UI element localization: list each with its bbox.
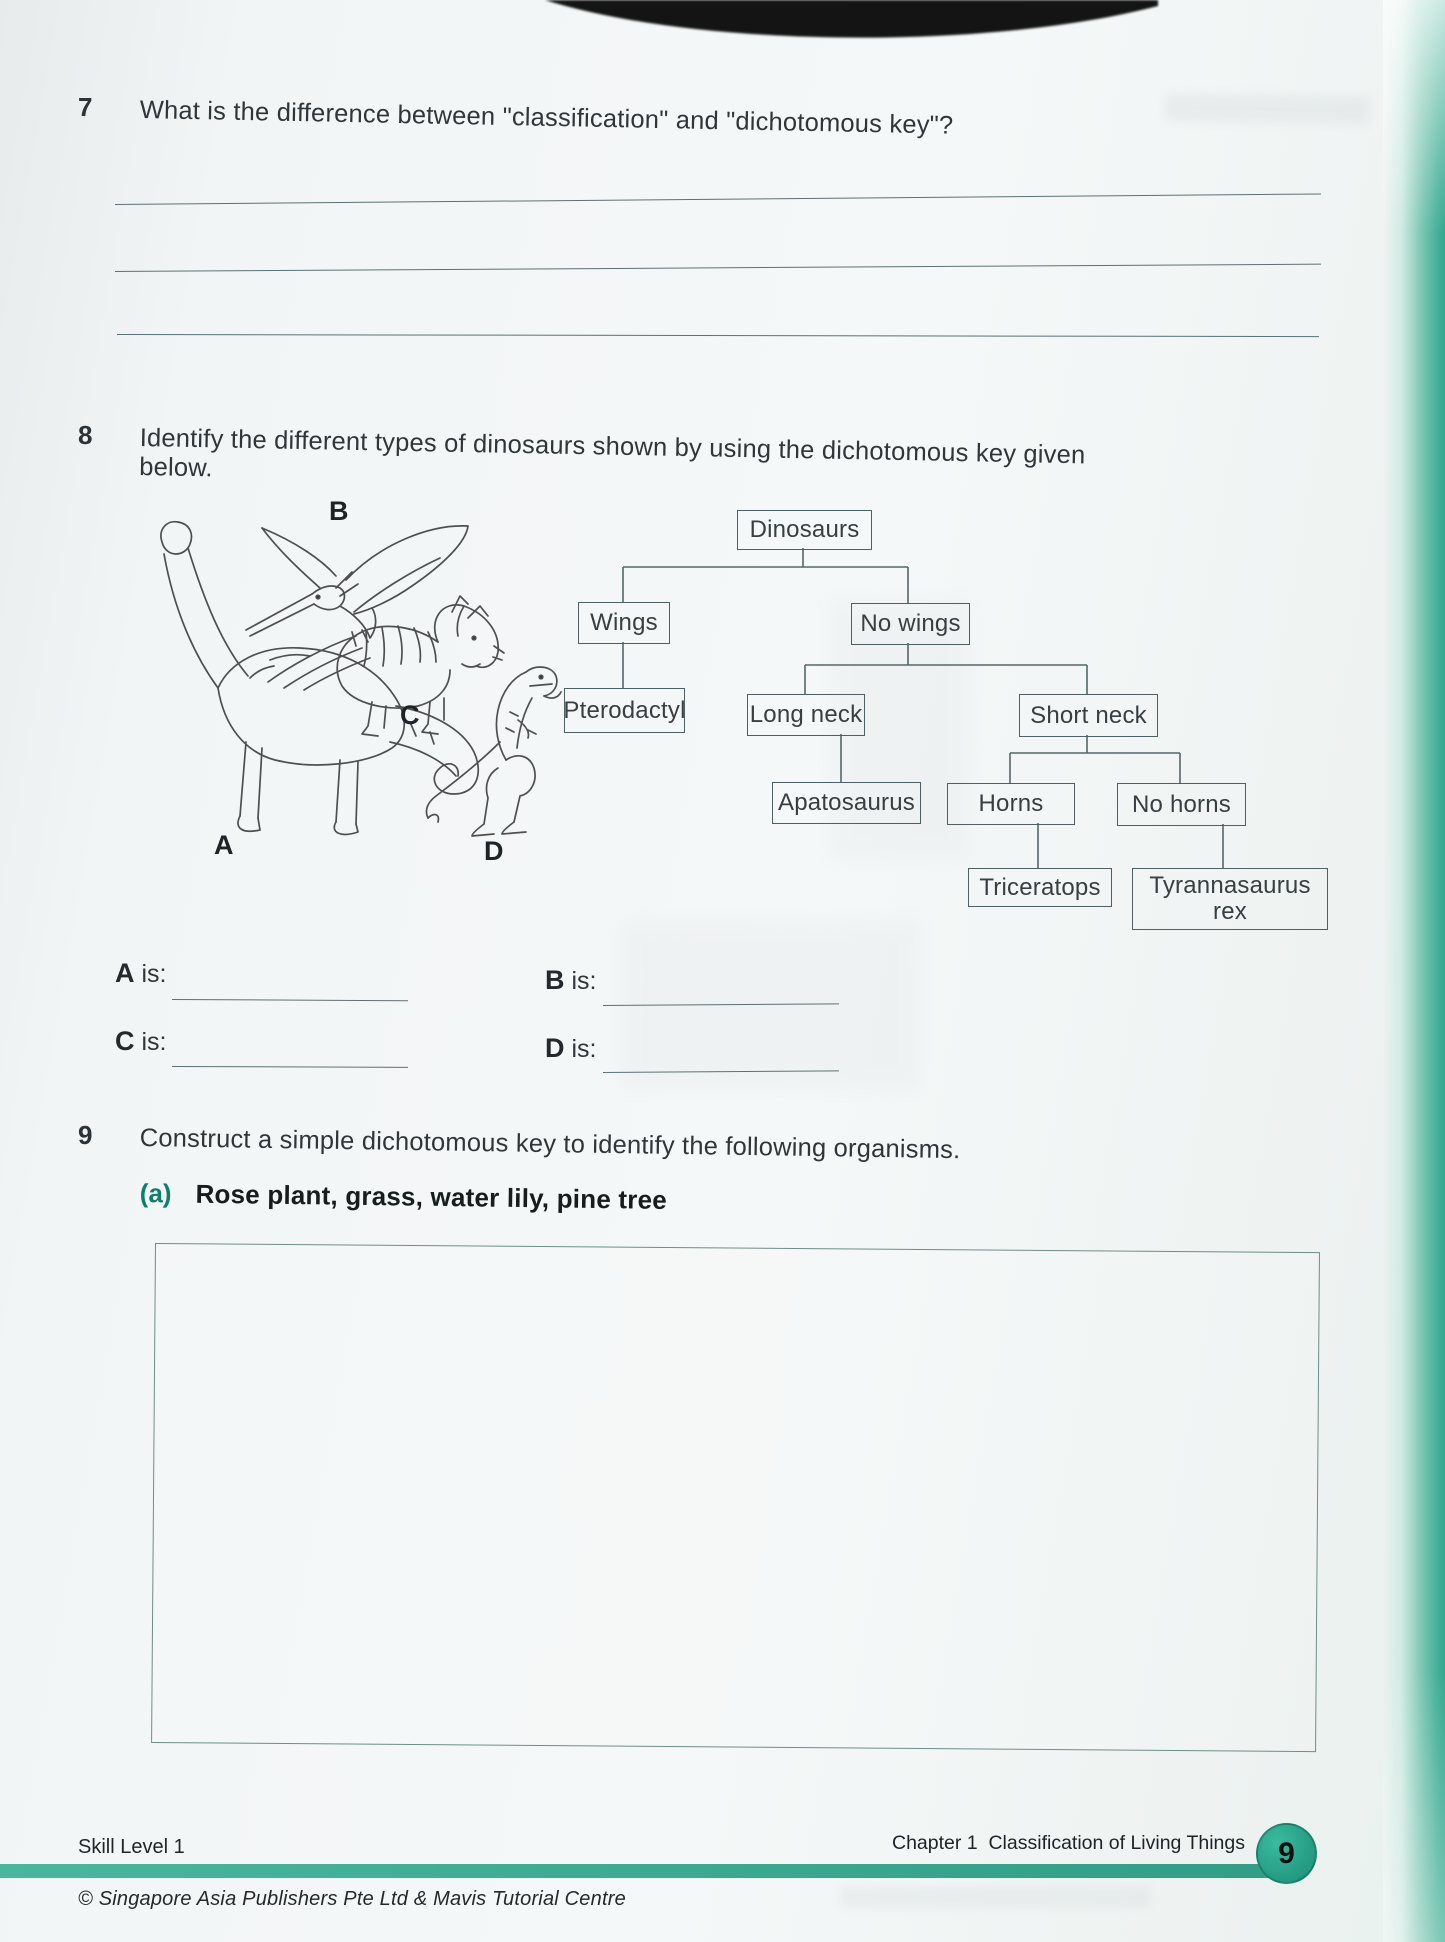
question-8-number: 8 (78, 420, 93, 450)
answer-word: is: (141, 1028, 167, 1056)
question-9-text: Construct a simple dichotomous key to identify the following organisms. (139, 1124, 961, 1165)
tree-node-apatosaurus: Apatosaurus (772, 782, 921, 824)
tree-node-triceratops: Triceratops (968, 868, 1112, 907)
footer-skill-level: Skill Level 1 (78, 1836, 185, 1858)
question-7-text: What is the difference between "classification" and "dichotomous key"? (139, 96, 954, 140)
answer-row-c-label (115, 1026, 166, 1057)
footer-copyright: © Singapore Asia Publishers Pte Ltd & Mavis Tutorial Centre (78, 1888, 626, 1910)
part-a-text: Rose plant, grass, water lily, pine tree (195, 1178, 668, 1215)
answer-letter: D (545, 1033, 565, 1063)
show-through-smudge (840, 1886, 1150, 1908)
sauropod-sketch (161, 522, 478, 835)
footer-chapter-title: Chapter 1 Classification of Living Things (892, 1832, 1245, 1854)
illustration-label-a: A (214, 830, 234, 860)
show-through-smudge (1165, 93, 1370, 125)
question-9-number: 9 (78, 1120, 93, 1150)
answer-letter: A (115, 958, 135, 988)
answer-word: is: (571, 1035, 597, 1063)
tree-node-horns: Horns (947, 783, 1075, 825)
question-8-text: Identify the different types of dinosaurs shown by using the dichotomous key given below. (138, 424, 1086, 483)
page-number: 9 (1278, 1836, 1295, 1870)
answer-row-b-label (545, 965, 596, 996)
tree-node-dinosaurs: Dinosaurs (737, 510, 872, 550)
question-7-number: 7 (78, 92, 93, 122)
tree-node-short-neck: Short neck (1019, 694, 1158, 737)
answer-blank (172, 999, 408, 1001)
answer-letter: C (115, 1026, 135, 1056)
answer-blank (603, 1070, 839, 1073)
triceratops-sketch (268, 596, 504, 736)
book-edge-shadow (0, 0, 1445, 70)
footer-accent-bar (0, 1864, 1298, 1878)
tree-node-tyrannasaurus-rex: Tyrannasaurus rex (1132, 868, 1328, 930)
illustration-label-c: C (400, 700, 420, 730)
answer-word: is: (141, 960, 167, 988)
tyrannosaur-sketch (426, 667, 561, 836)
answer-row-d-label (545, 1033, 596, 1064)
page-number-badge (1256, 1823, 1317, 1884)
tree-node-no-horns: No horns (1117, 783, 1246, 826)
page-edge-band (1383, 0, 1445, 1942)
question-9-part-a (140, 1178, 667, 1216)
tree-node-long-neck: Long neck (747, 694, 865, 736)
answer-blank (172, 1066, 408, 1068)
part-a-label: (a) (139, 1178, 172, 1209)
answer-letter: B (545, 965, 565, 995)
answer-word: is: (571, 967, 597, 995)
answer-line (115, 193, 1321, 205)
illustration-label-d: D (484, 836, 504, 866)
answer-line (115, 264, 1321, 272)
answer-blank (603, 1003, 839, 1006)
tree-node-no-wings: No wings (851, 603, 970, 645)
tree-node-wings: Wings (578, 602, 670, 644)
illustration-label-b: B (329, 496, 349, 526)
tree-node-pterodactyl: Pterodactyl (564, 688, 685, 733)
answer-row-a-label (115, 958, 166, 989)
answer-box (151, 1243, 1320, 1752)
dinosaur-illustration (100, 480, 570, 900)
answer-line (117, 334, 1319, 337)
